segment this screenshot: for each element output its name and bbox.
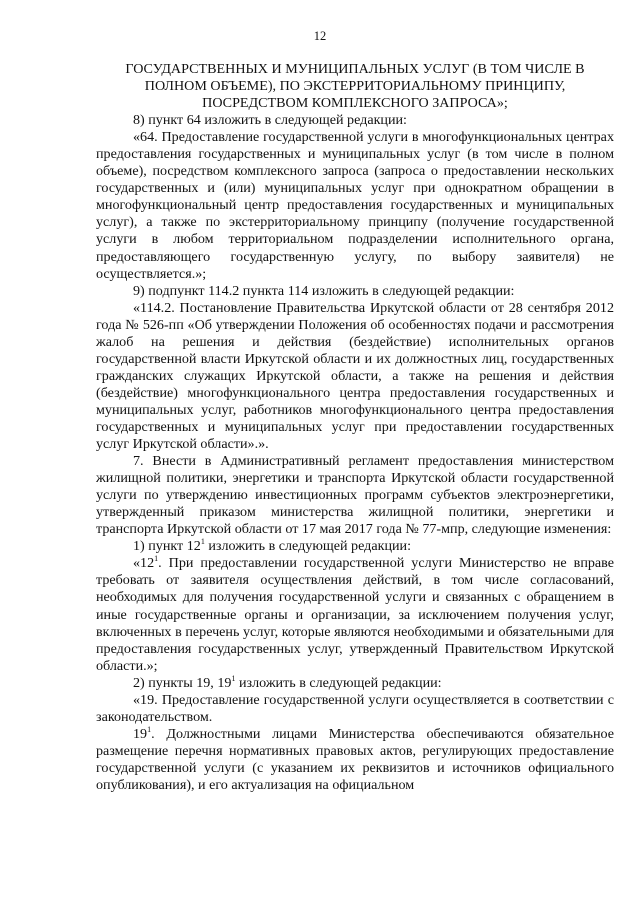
- clause-19: «19. Предоставление государственной услуги осуществляется в соответствии с законодательством.: [96, 691, 614, 725]
- clause-19-1-number: 19: [133, 725, 148, 742]
- clause-114-2: «114.2. Постановление Правительства Иркутской области от 28 сентября 2012 года № 526-пп «Об утверждении Положения об особенностях подачи и рассмотрения жалоб на решения и действия (бездействие) исполнительных органов государственной власти Иркутской области и их должностных лиц, государственных гражданских служащих Иркутской области, а также на решения и действия (бездействие) многофункционального центра предоставления государственных и муниципальных услуг, работников многофункционального центра предоставления государственных и муниципальных услуг при предоставлении государственных услуг Иркутской области».».: [96, 299, 614, 453]
- subitem-2-tail: изложить в следующей редакции:: [235, 674, 442, 691]
- item-8: 8) пункт 64 изложить в следующей редакции:: [133, 112, 407, 129]
- clause-12-1: [96, 555, 614, 674]
- heading-line-2: ПОЛНОМ ОБЪЕМЕ), ПО ЭКСТЕРРИТОРИАЛЬНОМУ ПРИНЦИПУ,: [144, 78, 566, 95]
- superscript: 1: [154, 554, 159, 564]
- clause-12-1-number: «12: [133, 555, 155, 572]
- clause-12-1-text: . При предоставлении государственной услуги Министерство не вправе требовать от заявителя осуществления действий, в том числе согласований, необходимых для получения государственной услуги и связанных с обращением в иные государственные органы и организации, за исключением получения услуг, включенных в перечень услуг, которые являются необходимыми и обязательными для предоставления государственных услуг, утвержденный Правительством Иркутской области.»;: [96, 555, 614, 674]
- heading-line-3: ПОСРЕДСТВОМ КОМПЛЕКСНОГО ЗАПРОСА»;: [202, 95, 508, 112]
- page-number: 12: [313, 29, 327, 43]
- document-body: [96, 61, 614, 794]
- subitem-1: [96, 538, 614, 555]
- heading-line-1: ГОСУДАРСТВЕННЫХ И МУНИЦИПАЛЬНЫХ УСЛУГ (В ТОМ ЧИСЛЕ В: [125, 61, 585, 77]
- subitem-1-text: 1) пункт 12: [133, 538, 201, 555]
- superscript: 1: [147, 724, 152, 734]
- subitem-2: [96, 675, 614, 692]
- superscript: 1: [200, 537, 205, 547]
- superscript: 1: [231, 673, 236, 683]
- clause-19-1: [96, 726, 614, 794]
- subitem-1-tail: изложить в следующей редакции:: [204, 538, 411, 555]
- clause-64: «64. Предоставление государственной услуги в многофункциональных центрах предоставления государственных и муниципальных услуг (в том числе в полном объеме), посредством комплексного запроса (запроса о предоставлении нескольких государственных и (или) муниципальных услуг при однократном обращении в многофункциональный центр предоставления государственных и муниципальных услуг), а также по экстерриториальному принципу (получение государственной услуги в любом территориальном подразделении исполнительного органа, предоставляющего государственную услугу, по выбору заявителя) не осуществляется.»;: [96, 129, 614, 282]
- section-heading: [96, 61, 614, 112]
- item-9: 9) подпункт 114.2 пункта 114 изложить в следующей редакции:: [133, 282, 515, 299]
- subitem-2-text: 2) пункты 19, 19: [133, 674, 232, 691]
- clause-19-1-text: . Должностными лицами Министерства обеспечиваются обязательное размещение перечня нормативных правовых актов, регулирующих предоставление государственной услуги (с указанием их реквизитов и источников официального опубликования), и его актуализация на официальном: [96, 725, 614, 793]
- item-7: 7. Внести в Административный регламент предоставления министерством жилищной политики, энергетики и транспорта Иркутской области государственной услуги по утверждению инвестиционных программ субъектов электроэнергетики, утвержденный приказом министерства жилищной политики, энергетики и транспорта Иркутской области от 17 мая 2017 года № 77-мпр, следующие изменения:: [96, 453, 614, 538]
